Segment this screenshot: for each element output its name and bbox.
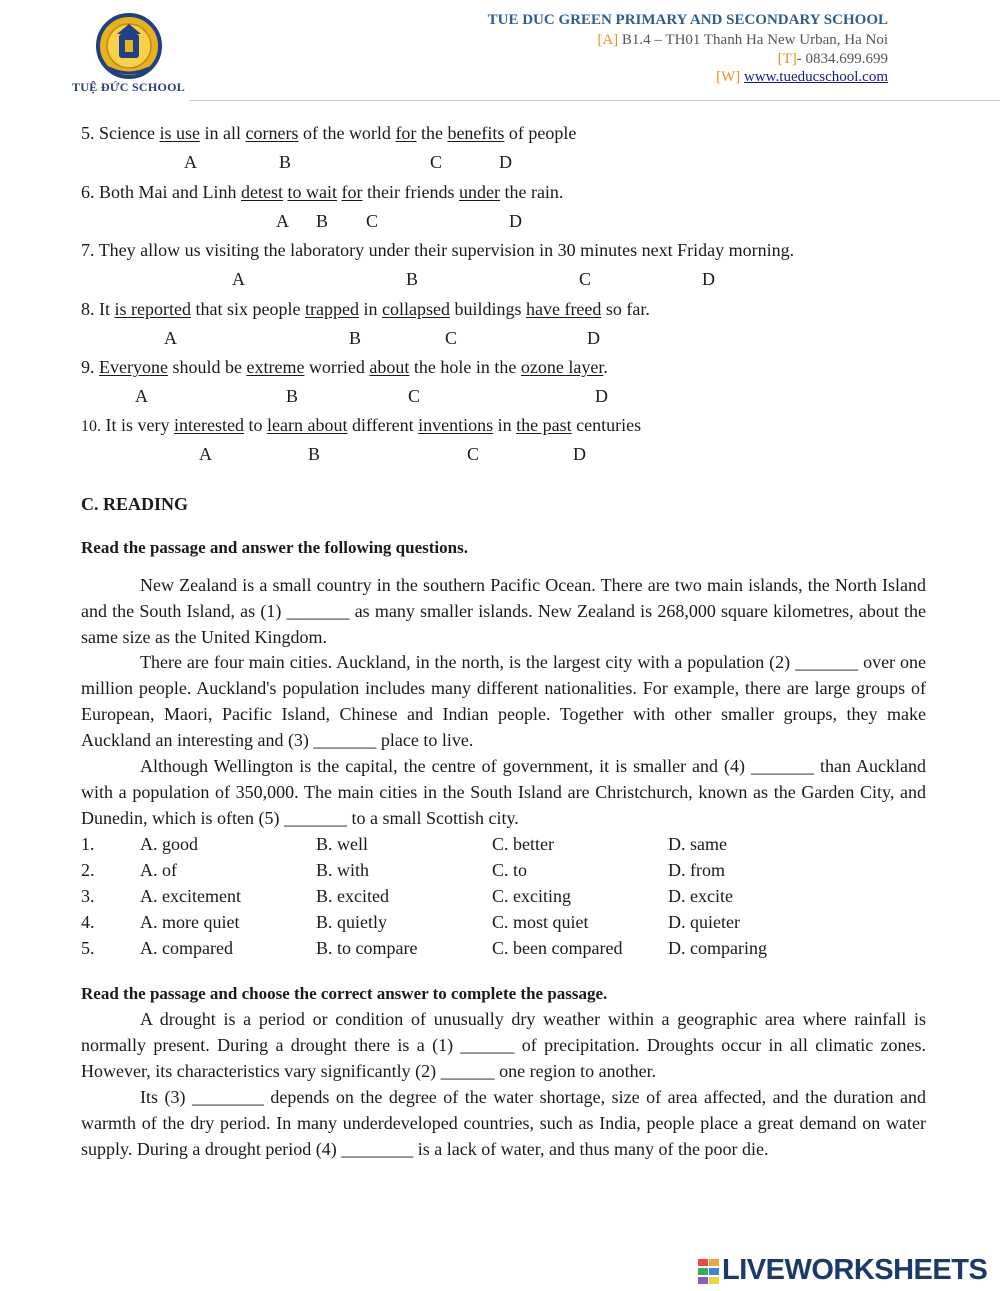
website-link[interactable]: www.tueducschool.com [744, 69, 888, 85]
question-6: 6. Both Mai and Linh detest to wait for their friends under the rain. [81, 182, 564, 202]
option-row-number: 2. [81, 860, 95, 880]
option-3-b[interactable]: B. excited [316, 886, 389, 906]
option-2-c[interactable]: C. to [492, 860, 528, 880]
option-4-d[interactable]: D. quieter [668, 912, 740, 932]
address-text: B1.4 – TH01 Thanh Ha New Urban, Ha Noi [618, 32, 888, 48]
phone-text: - 0834.699.699 [796, 51, 888, 67]
passage-1-paragraph-1: New Zealand is a small country in the southern Pacific Ocean. There are two main islands, the North Island and the South Island, as (1) _______ as many smaller islands. New Zealand is 268,000 square kilometres, about the same size as the United Kingdom. [81, 575, 926, 647]
q5-letter-d: D [499, 152, 512, 172]
header-divider [190, 100, 1000, 101]
q7-letter-d: D [702, 269, 715, 289]
option-4-a[interactable]: A. more quiet [140, 912, 240, 932]
address-tag: [A] [597, 32, 619, 48]
school-crest-logo [95, 12, 163, 80]
option-3-a[interactable]: A. excitement [140, 886, 241, 906]
question-8: 8. It is reported that six people trapped in collapsed buildings have freed so far. [81, 299, 650, 319]
web-line [716, 69, 888, 86]
option-4-b[interactable]: B. quietly [316, 912, 387, 932]
q5-letter-b: B [279, 152, 292, 172]
address-line [597, 32, 888, 49]
q5-letter-a: A [184, 152, 197, 172]
question-5: 5. Science is use in all corners of the world for the benefits of people [81, 123, 577, 143]
q6-letter-c: C [366, 211, 379, 231]
q8-letter-b: B [349, 328, 362, 348]
q8-letter-d: D [587, 328, 600, 348]
option-row-number: 5. [81, 938, 95, 958]
option-3-d[interactable]: D. excite [668, 886, 733, 906]
q10-letter-d: D [573, 444, 586, 464]
reading-instruction-2: Read the passage and choose the correct answer to complete the passage. [81, 984, 608, 1003]
option-1-b[interactable]: B. well [316, 834, 368, 854]
question-9: 9. Everyone should be extreme worried about the hole in the ozone layer. [81, 357, 608, 377]
option-5-a[interactable]: A. compared [140, 938, 233, 958]
option-5-d[interactable]: D. comparing [668, 938, 767, 958]
reading-heading: C. READING [81, 494, 189, 514]
phone-line [778, 51, 888, 68]
q6-letter-d: D [509, 211, 522, 231]
q9-letter-d: D [595, 386, 608, 406]
reading-instruction-1: Read the passage and answer the following questions. [81, 538, 468, 557]
question-7: 7. They allow us visiting the laboratory under their supervision in 30 minutes next Friday morning. [81, 240, 795, 260]
option-3-c[interactable]: C. exciting [492, 886, 571, 906]
q8-letter-a: A [164, 328, 177, 348]
school-name: TUE DUC GREEN PRIMARY AND SECONDARY SCHOOL [487, 12, 888, 28]
q10-letter-b: B [308, 444, 321, 464]
q6-letter-b: B [316, 211, 329, 231]
q9-letter-a: A [135, 386, 148, 406]
q10-letter-c: C [467, 444, 480, 464]
q7-letter-b: B [406, 269, 419, 289]
web-tag: [W] [716, 69, 741, 85]
option-1-a[interactable]: A. good [140, 834, 198, 854]
q10-letter-a: A [199, 444, 212, 464]
option-1-d[interactable]: D. same [668, 834, 727, 854]
logo-text: TUỆ ĐỨC SCHOOL [72, 80, 186, 94]
option-5-c[interactable]: C. been compared [492, 938, 623, 958]
q7-letter-c: C [579, 269, 592, 289]
q9-letter-c: C [408, 386, 421, 406]
q7-letter-a: A [232, 269, 245, 289]
option-2-d[interactable]: D. from [668, 860, 725, 880]
option-row-number: 4. [81, 912, 95, 932]
option-4-c[interactable]: C. most quiet [492, 912, 589, 932]
q9-letter-b: B [286, 386, 299, 406]
q5-letter-c: C [430, 152, 443, 172]
option-5-b[interactable]: B. to compare [316, 938, 418, 958]
question-10: 10. It is very interested to learn about different inventions in the past centuries [81, 415, 642, 435]
passage-1-paragraph-3: Although Wellington is the capital, the centre of government, it is smaller and (4) _______ than Auckland with a population of 350,000. The main cities in the South Island are Christchurch, known as the Garden City, and Dunedin, which is often (5) _______ to a small Scottish city. [81, 756, 926, 828]
passage-2-paragraph-2: Its (3) ________ depends on the degree of the water shortage, size of area affected, and the duration and warmth of the dry period. In many underdeveloped countries, such as India, people place a great demand on water supply. During a drought period (4) ________ is a lack of water, and thus many of the poor die. [81, 1087, 926, 1159]
liveworksheets-brand: LIVEWORKSHEETS [722, 1254, 988, 1286]
q8-letter-c: C [445, 328, 458, 348]
liveworksheets-icon [698, 1259, 720, 1285]
passage-2-paragraph-1: A drought is a period or condition of unusually dry weather within a geographic area where rainfall is normally present. During a drought there is a (1) ______ of precipitation. Droughts occur in all climatic zones. However, its characteristics vary significantly (2) ______ one region to another. [81, 1009, 926, 1081]
q6-letter-a: A [276, 211, 289, 231]
option-2-a[interactable]: A. of [140, 860, 177, 880]
passage-1-paragraph-2: There are four main cities. Auckland, in the north, is the largest city with a population (2) _______ over one million people. Auckland's population includes many different nationalities. For example, there are large groups of European, Maori, Pacific Island, Chinese and Indian people. Together with other smaller groups, they make Auckland an interesting and (3) _______ place to live. [81, 652, 926, 750]
option-row-number: 1. [81, 834, 95, 854]
option-row-number: 3. [81, 886, 95, 906]
option-1-c[interactable]: C. better [492, 834, 554, 854]
option-2-b[interactable]: B. with [316, 860, 370, 880]
phone-tag: [T] [777, 51, 797, 67]
